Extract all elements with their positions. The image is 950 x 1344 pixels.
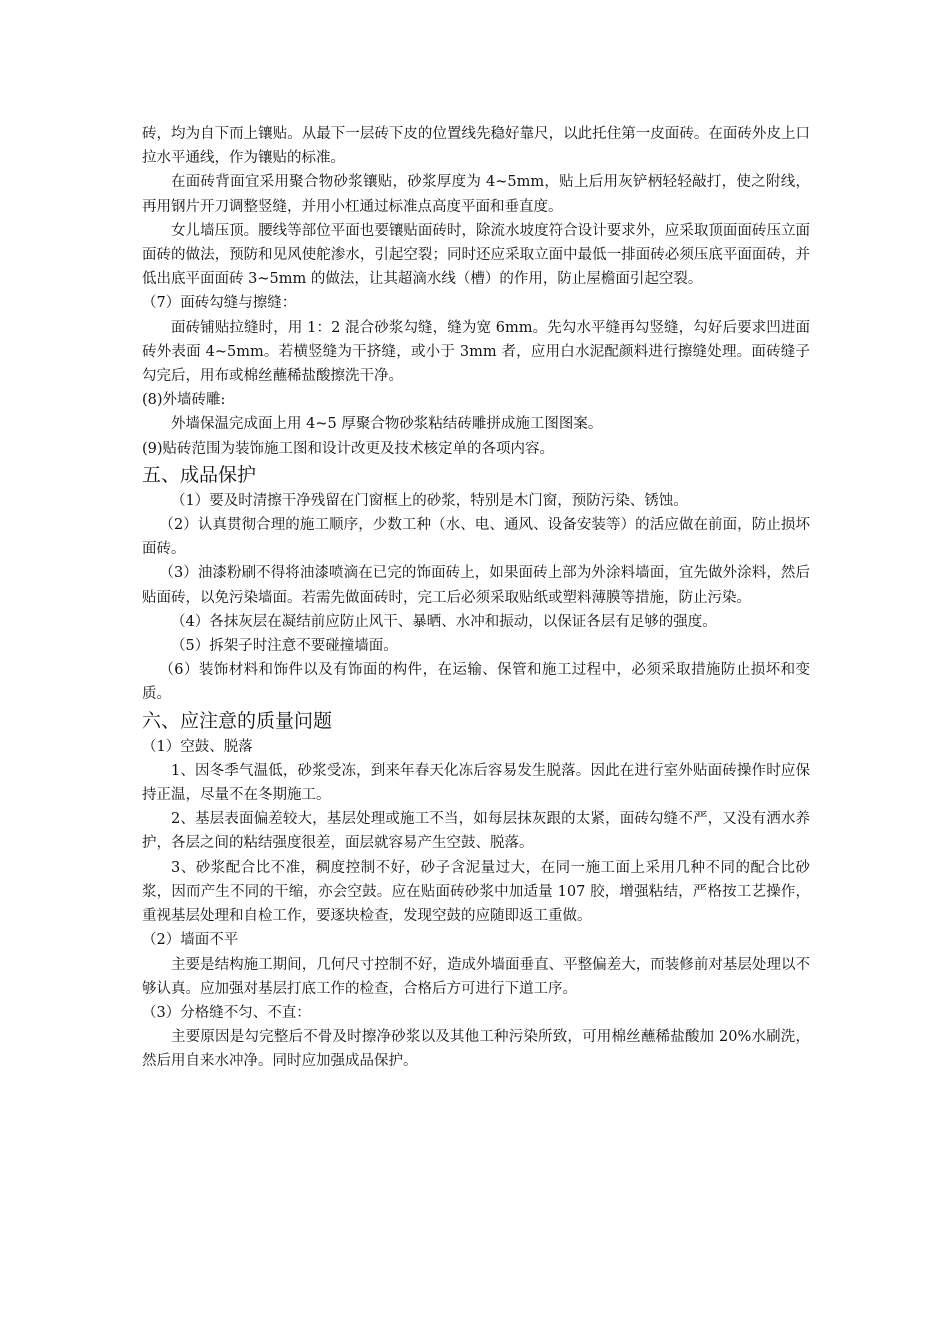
list-item: （5）拆架子时注意不要碰撞墙面。	[171, 638, 398, 655]
paragraph: 面砖铺贴拉缝时，用 1：2 混合砂浆勾缝，缝为宽 6mm。先勾水平缝再勾竖缝，勾好后要求凹进面砖外表面 4~5mm。若横竖缝为干挤缝，或小于 3mm 者，应用白水泥配颜料进行擦缝处理。面砖缝子勾完后，用布或棉丝蘸稀盐酸擦洗干净。	[142, 319, 810, 385]
document-body	[142, 122, 810, 1074]
paragraph: (9)贴砖范围为装饰施工图和设计改更及技术核定单的各项内容。	[142, 440, 555, 457]
list-item: （4）各抹灰层在凝结前应防止风干、暴晒、水冲和振动，以保证各层有足够的强度。	[171, 613, 717, 630]
paragraph: 主要是结构施工期间，几何尺寸控制不好，造成外墙面垂直、平整偏差大，而装修前对基层处理以不够认真。应加强对基层打底工作的检查，合格后方可进行下道工序。	[142, 956, 810, 997]
paragraph: 3、砂浆配合比不准，稠度控制不好，砂子含泥量过大，在同一施工面上采用几种不同的配合比砂浆，因而产生不同的干缩，亦会空鼓。应在贴面砖砂浆中加适量 107 胶，增强粘结，严格按工艺操作，重视基层处理和自检工作，要逐块检查，发现空鼓的应随即返工重做。	[142, 859, 810, 925]
list-item: （6）装饰材料和饰件以及有饰面的构件，在运输、保管和施工过程中，必须采取措施防止损坏和变质。	[142, 662, 810, 703]
section-heading: 五、成品保护	[142, 463, 257, 486]
subheading: （2）墙面不平	[142, 932, 239, 949]
paragraph: 2、基层表面偏差较大，基层处理或施工不当，如每层抹灰跟的太紧，面砖勾缝不严，又没有洒水养护，各层之间的粘结强度很差，面层就容易产生空鼓、脱落。	[142, 811, 810, 852]
paragraph: 在面砖背面宜采用聚合物砂浆镶贴，砂浆厚度为 4~5mm，贴上后用灰铲柄轻轻敲打，使之附线， 再用钢片开刀调整竖缝，并用小杠通过标准点高度平面和垂直度。	[142, 174, 810, 215]
list-item: （2）认真贯彻合理的施工顺序，少数工种（水、电、通风、设备安装等）的活应做在前面，防止损坏面砖。	[142, 517, 810, 558]
subheading: （7）面砖勾缝与擦缝：	[142, 295, 297, 312]
subheading: (8)外墙砖雕:	[142, 392, 226, 409]
list-item: （3）油漆粉刷不得将油漆喷滴在已完的饰面砖上，如果面砖上部为外涂料墙面，宜先做外涂料，然后贴面砖，以免污染墙面。若需先做面砖时，完工后必须采取贴纸或塑料薄膜等措施，防止污染。	[142, 565, 810, 606]
paragraph: 女儿墙压顶。腰线等部位平面也要镶贴面砖时，除流水坡度符合设计要求外，应采取顶面面砖压立面面砖的做法，预防和见风使舵渗水，引起空裂；同时还应采取立面中最低一排面砖必须压底平面面砖，并低出底平面面砖 3~5mm 的做法，让其超滴水线（槽）的作用，防止屋檐面引起空裂。	[142, 222, 810, 288]
paragraph: 1、因冬季气温低，砂浆受冻，到来年春天化冻后容易发生脱落。因此在进行室外贴面砖操作时应保持正温，尽量不在冬期施工。	[142, 762, 810, 804]
section-heading: 六、应注意的质量问题	[142, 709, 333, 732]
subheading: （1）空鼓、脱落	[142, 738, 253, 755]
list-item: （1）要及时清擦干净残留在门窗框上的砂浆，特别是木门窗，预防污染、锈蚀。	[171, 492, 688, 509]
paragraph: 外墙保温完成面上用 4~5 厚聚合物砂浆粘结砖雕拼成施工图图案。	[171, 416, 603, 433]
subheading: （3）分格缝不匀、不直：	[142, 1004, 311, 1021]
paragraph: 砖，均为自下而上镶贴。从最下一层砖下皮的位置线先稳好靠尺，以此托住第一皮面砖。在面砖外皮上口拉水平通线，作为镶贴的标准。	[142, 126, 810, 167]
paragraph: 主要原因是勾完整后不骨及时擦净砂浆以及其他工种污染所致，可用棉丝蘸稀盐酸加 20%水刷洗， 然后用自来水冲净。同时应加强成品保护。	[142, 1029, 810, 1070]
